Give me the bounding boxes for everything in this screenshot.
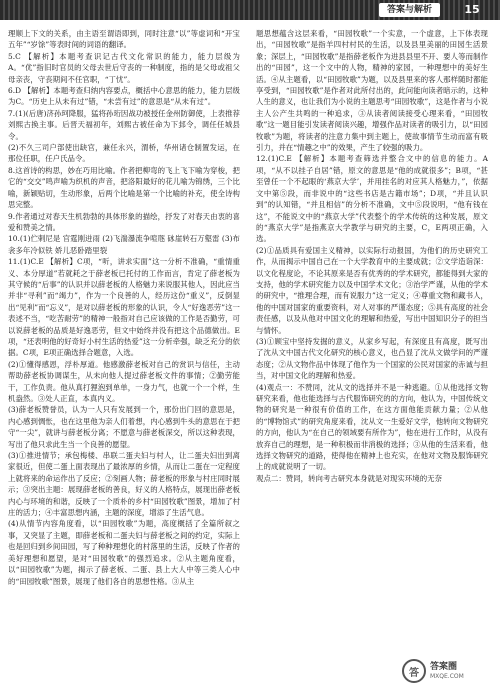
paragraph: (4)观点一：不赞同，沈从文的选择并不是一种逃避。①从他选择文物研究来看，他也能选择与古代服饰研究的的方向，他认为，中国传统文物的研究是一种很有价值的工作，在这方面他能贡献力量；②从他的“博物馆式”的研究角度来看，沈从文一生爱好文学，他转向文物研究的方向，他认为“在自己的领域要有所作为”，他在进行工作时，从没有放弃自己的理想，是一种积极而非消极的选择；③从他的生活来看，他选择文物研究的道路，使得他在精神上也充实，在他对文物及服饰研究上的成就说明了一切。 bbox=[256, 382, 488, 472]
paragraph: (3)薛老板赞誉员，认为一人只有发展到一个，那份出门回的意思是，内心感到惆怅，也在这里他为亲人们着想，内心感到牛头的意思在于把守“一尖”，就讲与薛老板分离；不愿意与薛老板深交，所以这种表现，写出了他只求此生当一个良善的愿望。 bbox=[8, 405, 240, 449]
paragraph: 观点二：赞同，转向考古研究本身就是对现实环境的无奈 bbox=[256, 473, 443, 483]
right-column bbox=[256, 28, 488, 678]
watermark-subtext: MXQE.COM bbox=[430, 673, 464, 680]
paragraph: 5.C 【解析】本题考查识记古代文化常识的能力，能力层级为A。“优”指旧时官员的父母去世后守丧的一种制度，指的是父母或祖父母亲丧，守丧期间不任官职，“丁忧”。 bbox=[8, 51, 240, 84]
paragraph: (2)①懂得感恩，浮朴厚道。他感激薛老板对自己的赏识与信任，主动帮助薛老板协调谋生，从未向他人提过薛老板文件的事情；②勤劳能干，工作负责。他从真打狸泡到单单，一身力气，也就一个一个样，生机盎然。③处人正直，本真内义。 bbox=[8, 359, 240, 403]
watermark-text: 答案圈 bbox=[430, 662, 458, 672]
paragraph: 题思想蕴含这层来看，“田园牧歌”一个实意，一个虚意，上下体表现出，“田园牧歌”是指羊四村村民的生活，以及县里美丽的田园生活景象；深层上，“田园牧歌”是指薛老板作为进县县里不开、要人等而制作出的“田园”，这一个文中的人物，精神的家园，一种理想中的美好生活。④从主题看，以“田园牧歌”为题，以及县里来的客人那样随时都能享受到，“田园牧歌”是作者对此所付出的，此问能向读者暗示的，这种人生的意义，也让我们为小说的主题思考“田园牧歌”，这是作者与小说主人公产生共鸣的一种追求，③从读者阅读接受心理来看，“田园牧歌”这一题目能引发读者阅读兴趣，增强作品对读者的吸引力，以“田园牧歌”为题，将读者的注意力集中到主题上，使故事情节生动而富有吸引力，并在“情趣之中”的效果，产生了较强的吸力。 bbox=[256, 29, 488, 153]
paragraph: 理顺上下文的关系，由主语至谓语即到，同时注意“以”等虚词和“开宝五年”“岁馀”等表时间的词语的翻译。 bbox=[8, 29, 240, 50]
watermark-logo-icon: 答 bbox=[402, 659, 426, 683]
left-column bbox=[8, 28, 240, 678]
paragraph: (2)①品质具有爱国主义精神，以实际行动报国，为他们的历史研究工作，从而揭示中国自己在一个大学教育中的主要成就；②文学造诣深：以文化程度论，不论其原来是否有优秀的的学术研究，都能得到大家的支持，他的学术研究能力以及中国学术文化；③治学严谨，从他的学术的研究中，“推理合理，而有说服力”这一定义；④尊重文物和藏书人，他的中国对国家的重要资料，对人对事的严谨态度；⑤具有高度的社会责任感，以及从他对中国文化的理解和热爱，写出中国知识分子的担当与情怀。 bbox=[256, 245, 488, 335]
paragraph: (4)从情节内容角度看，以“田园牧歌”为题，高度概括了全篇所叙之事，又突显了主题，即薛老板和二蛋夫妇与薛老板之间的约定，实际上也是回归到乡间田园，写了种种理想化的村落里的生活，反映了作者的美好理想和愿望，是对“田园牧歌”的强烈追求。②从主题角度看，以“田园牧歌”为题，揭示了薛老板、二蛋、县上大人中等三类人心中的“田园牧歌”图景，展现了他们各自的思想性格。③从主 bbox=[8, 519, 240, 586]
header-title: 答案与解析 bbox=[379, 3, 440, 17]
paragraph: (3)①顾宝中坚持发掘的意义，从家乡写起，有深度且有高度，既写出了沈从文中国古代文化研究的核心意义，也凸显了沈从文做学问的严谨态度；②从文物作品中体现了他作为一个国家的公民对国家的赤诚与担当，对中国文化的理解和热爱。 bbox=[256, 336, 488, 381]
paragraph: 8.这首诗的构思，妙在巧用比喻。作者把柳弯的飞上飞下喻为穿梭，把它的“交交”鸣声喻为织机的声音，把洛阳最好的花儿喻为锦绣，三个比喻，新颖贴切，生动形象，后两个比喻是第一个比喻的补充，使全诗构思完整。 bbox=[8, 165, 240, 210]
paragraph: 7.(1)(后唐)济孙珂降服，猛将孙珩因战功被授任金州防御使，上表推荐刘熙古换主事。后晋天福初年，刘熙古被任命为下邽令，调任任城县令。 bbox=[8, 108, 240, 141]
paragraph: (2)不久三司户部使出缺官，兼任永兴，渭桥，华州诸仓制置发运，在那位任职，任户氏品令。 bbox=[8, 143, 240, 164]
paragraph: 10.(1)伫剌尼是 官霆刚迸雨 (2)飞湍瀑流争喧豗 砯崖转石万壑雷 (3)布衾多年冷似铁 娇儿恶卧踏里裂 bbox=[8, 234, 240, 255]
paragraph: 9.作者通过对春天生机勃勃的具体形象的描绘，抒发了对春天由衷的喜爱和赞美之情。 bbox=[8, 211, 240, 232]
page-number: 15 bbox=[464, 3, 480, 16]
paragraph: 11.(1)C.E 【解析】C项，“听，讲求实面”这一分析不准确，“重情重义、本分厚道”若就耗之于薛老板已托付的工作而言，肯定了薛老板为其守候的“后事”的认识并以薛老板的人格魅力来说服其他人，因此应当并非“寻利”而“竭力”，作为一个良善的人，经历这份“重义”，反倒显出“见利”而“忘义”，是对以薛老板的形象的认识，令人“好逸恶劳”这一表述不当，“吃苦耐劳”的精神一般指对自己应该做的工作是否勤劳，可以说薛老板的品质是好逸恶劳，但文中始终并没有把这个品德做出。E项，“还表明他的好奇好小村生活的热爱”这一分析牵强，缺乏充分的依据。C项，E项正确选择合题意，入选。 bbox=[8, 257, 240, 358]
header-bar bbox=[0, 0, 500, 20]
paragraph: (3)①推进情节；承包梅楼、串联二蛋夫妇与村人，让二蛋夫妇出到离家很近，但使二蛋上面表现出了最浓厚的乡情，从而让二蛋在一定程度上就将来的命运作出了反应；②刻画人物；薛老板的形象与村庄同时展示；③突出主题：展现薛老板的善良，好义的人格特点，展现出薛老板内心与环境的和谐，反映了一个质朴的乡村“田园牧歌”图景，增加了村庄的活力；④丰富思想内涵，主题的深度，增添了生活气息。 bbox=[8, 451, 240, 518]
paragraph: 12.(1)C.E 【解析】本题考查筛选并整合文中的信息的能力。A项，“从不以挂子自居”错，原文的意思是“他的成就很多”；B项，“甚至曾任一个不起眼的‘燕京大学’，并用挂名的对应其人格魅力，”，依据文中第⑤段，而非说中的“这些书店是古籍市场”；D项，“并且认识到”的认知错，“并且相信”的分析不准确，文中⑤段说明，“他有钱在这”，不能说文中的“燕京大学”代表整个的学术传统的这种发展，原文的“燕京大学”是指燕京大学教学与研究的主要，C，E两项正确，入选。 bbox=[256, 154, 488, 244]
paragraph: 6.D 【解析】本题考查归纳内容要点，概括中心意思的能力，能力层级为C。“历史上从未有过”错，“未尝有过”的意思是“从未有过”。 bbox=[8, 86, 240, 107]
watermark bbox=[402, 657, 494, 685]
